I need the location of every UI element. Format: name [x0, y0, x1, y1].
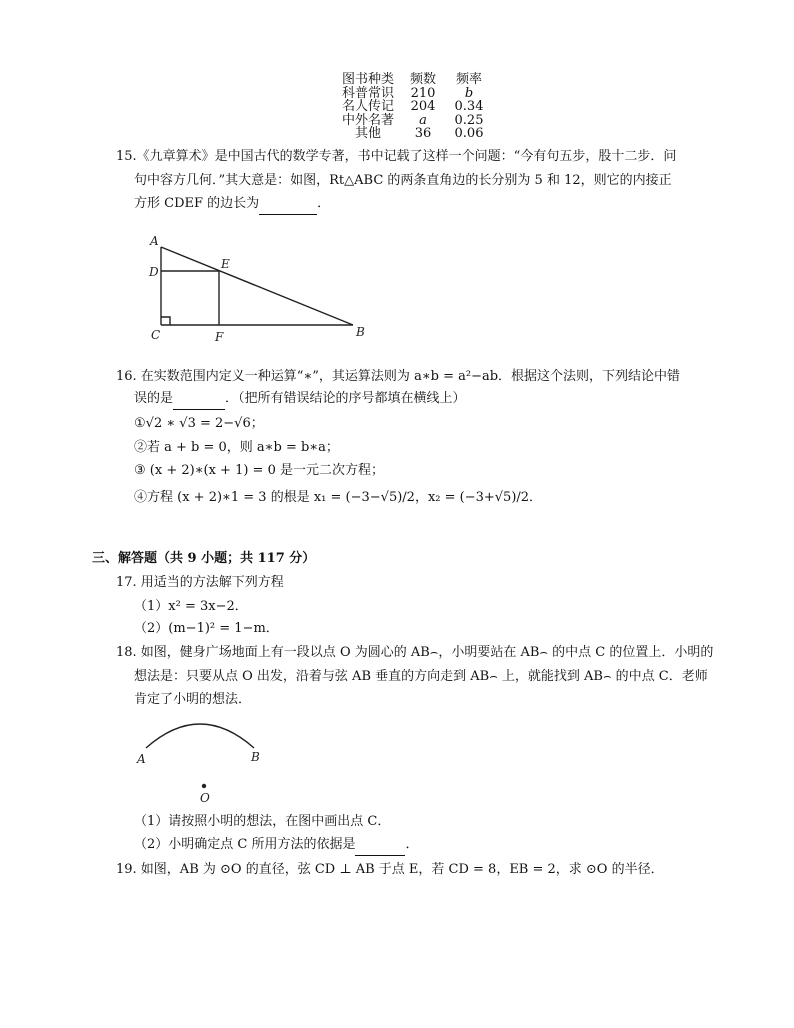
q17-part1: （1）x² = 3x−2．: [134, 599, 248, 614]
q18-part2: [134, 835, 419, 856]
table-cell: 204: [410, 99, 436, 114]
table-cell: a: [419, 112, 427, 128]
center-point-o: [202, 784, 206, 788]
q15-line2: 句中容方几何．”其大意是：如图，Rt△ABC 的两条直角边的长分别为 5 和 12，则它的内接正: [134, 173, 672, 188]
label-f: F: [215, 330, 224, 344]
q15-line3: [134, 194, 330, 215]
q15-triangle-figure: [140, 232, 370, 344]
table-cell: 其他: [354, 126, 381, 141]
label-d: D: [149, 265, 159, 279]
arc-ab: [146, 724, 254, 748]
q16-item3: ③ (x + 2)∗(x + 1) = 0 是一元二次方程；: [134, 463, 384, 478]
q16-answer-blank[interactable]: [173, 389, 225, 410]
section-3-title: 三、解答题（共 9 小题；共 117 分）: [92, 551, 316, 566]
right-angle-mark: [161, 317, 170, 325]
q18-line2: 想法是：只要从点 O 出发，沿着与弦 AB 垂直的方向走到 AB⌢ 上，就能找到 AB⌢ 的中点 C．老师: [134, 669, 708, 684]
q17-title: 17. 用适当的方法解下列方程: [116, 575, 284, 590]
table-cell: 0.34: [454, 99, 484, 114]
table-cell: 0.25: [454, 112, 484, 128]
table-row: [336, 100, 492, 114]
q18-answer-blank[interactable]: [355, 835, 405, 856]
label-a: A: [150, 234, 159, 248]
q18-arc-figure: [130, 716, 270, 808]
q18-part2-end: ．: [405, 837, 419, 852]
table-row: [336, 114, 492, 128]
q16-item2: ②若 a + b = 0，则 a∗b = b∗a；: [134, 440, 339, 455]
q19-line1: 19. 如图，AB 为 ⊙O 的直径，弦 CD ⊥ AB 于点 E，若 CD = 8，EB = 2，求 ⊙O 的半径．: [116, 862, 664, 877]
side-ab: [161, 247, 353, 325]
table-cell: 36: [414, 126, 432, 141]
table-header-cell: 频率: [455, 72, 482, 87]
table-cell: 中外名著: [341, 112, 394, 128]
label-e: E: [221, 257, 230, 271]
q18-line3: 肯定了小明的想法．: [134, 692, 252, 707]
q16-line2-text: 误的是: [134, 391, 174, 406]
label-b: B: [251, 750, 260, 764]
table-cell: b: [464, 85, 474, 101]
table-cell: 0.06: [454, 126, 484, 141]
label-b: B: [356, 325, 365, 339]
table-header-cell: 图书种类: [341, 72, 394, 87]
label-o: O: [200, 791, 210, 805]
q15-line3-text: 方形 CDEF 的边长为: [134, 196, 260, 211]
q18-part1: （1）请按照小明的想法，在图中画出点 C．: [134, 814, 391, 829]
table-cell: 科普常识: [341, 85, 394, 101]
table-header-row: [336, 73, 492, 87]
label-a: A: [137, 752, 146, 766]
q18-part2-text: （2）小明确定点 C 所用方法的依据是: [134, 837, 356, 852]
frequency-table: [336, 73, 492, 141]
label-c: C: [151, 328, 161, 342]
q18-line1: 18. 如图，健身广场地面上有一段以点 O 为圆心的 AB⌢，小明要站在 AB⌢ 的中点 C 的位置上．小明的: [116, 645, 714, 660]
table-row: [336, 87, 492, 101]
q16-line2-end: ．（把所有错误结论的序号都填在横线上）: [225, 391, 466, 406]
table-header-cell: 频数: [409, 72, 436, 87]
q17-part2: （2）(m−1)² = 1−m．: [134, 621, 279, 636]
table-row: [336, 127, 492, 141]
q16-line2: [134, 389, 466, 410]
q16-item1: ①√2 ∗ √3 = 2−√6；: [134, 416, 264, 431]
q15-line1: 15.《九章算术》是中国古代的数学专著，书中记载了这样一个问题：“今有句五步，股十二步．问: [116, 149, 677, 164]
q16-line1: 16. 在实数范围内定义一种运算“∗”，其运算法则为 a∗b = a²−ab．根据这个法则，下列结论中错: [116, 369, 681, 384]
table-cell: 210: [410, 85, 436, 101]
q15-answer-blank[interactable]: [259, 194, 317, 215]
q15-line3-end: ．: [317, 196, 331, 211]
q16-item4: ④方程 (x + 2)∗1 = 3 的根是 x₁ = (−3−√5)/2，x₂ = (−3+√5)/2．: [134, 490, 543, 505]
table-cell: 名人传记: [341, 99, 394, 114]
